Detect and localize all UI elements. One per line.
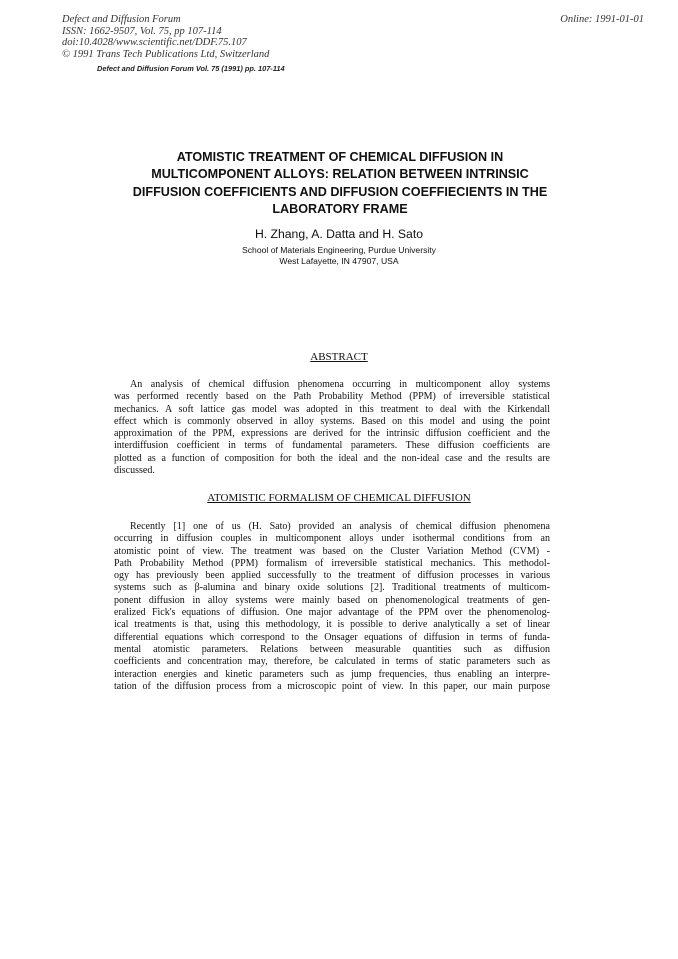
- issn-line: ISSN: 1662-9507, Vol. 75, pp 107-114: [62, 25, 222, 37]
- body-line: systems such as β-alumina and binary oxide solutions [2]. Traditional treatments of multicom-: [114, 582, 550, 594]
- section-body: [114, 521, 550, 693]
- affiliation-line: West Lafayette, IN 47907, USA: [279, 256, 399, 266]
- abstract-line: discussed.: [114, 465, 155, 477]
- body-line: eralized Fick's equations of diffusion. One major advantage of the PPM over the phenomenolog-: [114, 607, 550, 619]
- body-line: interaction energies and kinetic parameters such as jump frequencies, thus enabling an interpre-: [114, 668, 550, 680]
- affiliation-line: School of Materials Engineering, Purdue University: [242, 245, 436, 255]
- body-line: differential equations which correspond to the Onsager equations of diffusion in terms of funda-: [114, 631, 550, 643]
- body-line: ogy has previously been applied successfully to the treatment of diffusion processes in various: [114, 570, 550, 582]
- body-line: occurring in diffusion couples in multicomponent alloys under isothermal conditions from an: [114, 533, 550, 545]
- body-line: Path Probability Method (PPM) formalism of irreversible statistical mechanics. This methodol-: [114, 557, 550, 569]
- body-line: tation of the diffusion process from a microscopic point of view. In this paper, our main purpose: [114, 680, 550, 692]
- title-line: DIFFUSION COEFFICIENTS AND DIFFUSION COEFFIECIENTS IN THE: [132, 184, 548, 199]
- journal-metadata: [62, 14, 269, 60]
- section-heading: ATOMISTIC FORMALISM OF CHEMICAL DIFFUSION: [207, 492, 471, 504]
- abstract-line: was performed recently based on the Path Probability Method (PPM) of irreversible statistical: [114, 391, 550, 403]
- abstract-line: An analysis of chemical diffusion phenomena occurring in multicomponent alloy systems: [130, 379, 550, 390]
- running-head: Defect and Diffusion Forum Vol. 75 (1991) pp. 107-114: [97, 64, 285, 73]
- author-list: H. Zhang, A. Datta and H. Sato: [254, 227, 423, 241]
- body-line: mental atomistic parameters. Relations between measurable quantities such as diffusion: [114, 643, 550, 655]
- title-line: MULTICOMPONENT ALLOYS: RELATION BETWEEN INTRINSIC: [151, 167, 529, 182]
- abstract-line: mechanics. A soft lattice gas model was adopted in this treatment to deal with the Kirkendall: [114, 403, 550, 415]
- title-line: LABORATORY FRAME: [272, 201, 408, 216]
- abstract-line: plotted as a function of composition for both the ideal and the non-ideal case and the results are: [114, 452, 550, 464]
- doi-line: doi:10.4028/www.scientific.net/DDF.75.107: [62, 37, 247, 49]
- abstract-line: effect which is commonly observed in alloy systems. Based on this model and using the point: [114, 415, 550, 427]
- body-line: Recently [1] one of us (H. Sato) provided an analysis of chemical diffusion phenomena: [130, 521, 550, 532]
- body-line: ical treatments is that, using this methodology, it is possible to derive analytically a set of linear: [114, 619, 550, 631]
- copyright-line: © 1991 Trans Tech Publications Ltd, Switzerland: [62, 48, 270, 60]
- affiliation: [0, 245, 678, 267]
- title-line: ATOMISTIC TREATMENT OF CHEMICAL DIFFUSION IN: [176, 150, 504, 164]
- abstract-heading: ABSTRACT: [310, 351, 368, 363]
- journal-name: Defect and Diffusion Forum: [62, 14, 181, 25]
- abstract-body: [114, 379, 550, 477]
- abstract-line: interdiffusion coefficient in terms of fundamental parameters. These diffusion coefficients are: [114, 440, 550, 452]
- online-date: Online: 1991-01-01: [560, 14, 644, 25]
- abstract-line: approximation of the PPM, expressions are derived for the intrinsic diffusion coefficient and the: [114, 428, 550, 440]
- body-line: atomistic point of view. The treatment was based on the Cluster Variation Method (CVM) -: [114, 545, 550, 557]
- paper-title: [70, 149, 610, 218]
- body-line: ponent diffusion in alloy systems were mainly based on phenomenological treatments of gen-: [114, 594, 550, 606]
- body-line: coefficients and concentration may, therefore, be calculated in terms of static parameters such as: [114, 656, 550, 668]
